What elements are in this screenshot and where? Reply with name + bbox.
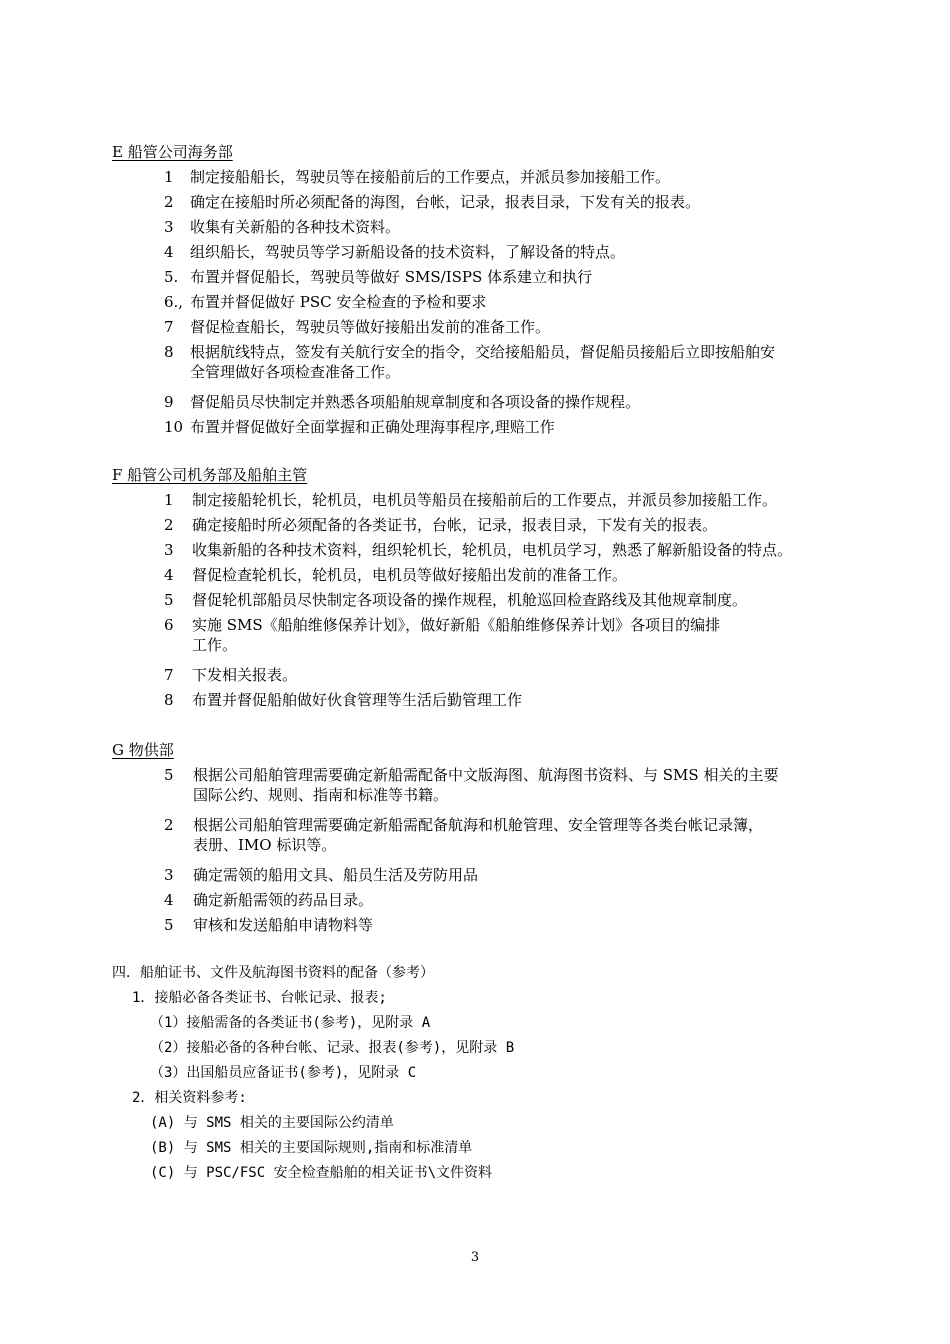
part4-sub2-item-c: (C) 与 PSC/FSC 安全检查船舶的相关证书\文件资料 <box>150 1165 493 1181</box>
item-number: 7 <box>164 318 174 336</box>
item-text-line: 布置并督促做好 PSC 安全检查的予检和要求 <box>190 293 487 311</box>
page-number: 3 <box>470 1250 480 1265</box>
item-number: 2 <box>164 516 174 534</box>
item-text-line: 表册、IMO 标识等。 <box>193 836 337 854</box>
item-text-line: 确定新船需领的药品目录。 <box>193 891 374 909</box>
item-text-line: 督促船员尽快制定并熟悉各项船舶规章制度和各项设备的操作规程。 <box>190 393 641 411</box>
item-text-line: 确定在接船时所必须配备的海图，台帐，记录，报表目录，下发有关的报表。 <box>190 193 701 211</box>
item-text <box>190 267 850 287</box>
item-text <box>193 765 843 805</box>
item-text <box>190 342 850 382</box>
item-text <box>192 590 852 610</box>
item-number: 5 <box>164 916 174 934</box>
item-number: 10 <box>164 418 184 436</box>
section-e-item <box>164 267 850 287</box>
item-number: 4 <box>164 243 174 261</box>
item-text <box>192 515 852 535</box>
section-e-item <box>164 192 850 212</box>
section-f-item <box>164 515 852 535</box>
section-g-item <box>164 890 843 910</box>
item-text-line: 制定接船轮机长，轮机员，电机员等船员在接船前后的工作要点，并派员参加接船工作。 <box>192 491 778 509</box>
item-number: 8 <box>164 691 174 709</box>
item-number: 4 <box>164 566 174 584</box>
item-text <box>190 242 850 262</box>
item-number: 5. <box>164 268 179 286</box>
section-g-item <box>164 815 843 855</box>
item-text <box>193 815 843 855</box>
item-text-line: 确定需领的船用文具、船员生活及劳防用品 <box>193 866 479 884</box>
section-f-item <box>164 590 852 610</box>
item-text <box>190 317 850 337</box>
section-g-item <box>164 865 843 885</box>
section-e-item <box>164 342 850 382</box>
item-text-line: 督促检查轮机长，轮机员，电机员等做好接船出发前的准备工作。 <box>192 566 628 584</box>
item-text-line: 督促检查船长，驾驶员等做好接船出发前的准备工作。 <box>190 318 551 336</box>
part4-sub1-item-1: （1）接船需备的各类证书(参考)，见附录 A <box>150 1015 431 1031</box>
item-text <box>193 865 843 885</box>
item-text-line: 根据公司船舶管理需要确定新船需配备中文版海图、航海图书资料、与 SMS 相关的主要 <box>193 766 779 784</box>
item-number: 1 <box>164 491 174 509</box>
item-text-line: 根据航线特点，签发有关航行安全的指令，交给接船船员，督促船员接船后立即按船舶安 <box>190 343 776 361</box>
item-text <box>190 292 850 312</box>
item-text <box>192 665 852 685</box>
item-number: 8 <box>164 343 174 361</box>
section-e-item <box>164 242 850 262</box>
item-text-line: 制定接船船长，驾驶员等在接船前后的工作要点，并派员参加接船工作。 <box>190 168 671 186</box>
item-text <box>192 615 852 655</box>
item-number: 2 <box>164 193 174 211</box>
item-text-line: 国际公约、规则、指南和标准等书籍。 <box>193 786 449 804</box>
item-text-line: 全管理做好各项检查准备工作。 <box>190 363 401 381</box>
part4-sub1-title: 1．接船必备各类证书、台帐记录、报表; <box>132 990 387 1006</box>
section-g-item <box>164 915 843 935</box>
part4-title: 四．船舶证书、文件及航海图书资料的配备（参考） <box>112 965 434 981</box>
item-number: 3 <box>164 866 174 884</box>
item-text <box>192 490 852 510</box>
item-text <box>190 167 850 187</box>
part4-sub2-item-b: (B) 与 SMS 相关的主要国际规则,指南和标准清单 <box>150 1140 473 1156</box>
item-text <box>190 217 850 237</box>
item-number: 1 <box>164 168 174 186</box>
item-text-line: 下发相关报表。 <box>192 666 298 684</box>
item-text-line: 布置并督促船长，驾驶员等做好 SMS/ISPS 体系建立和执行 <box>190 268 593 286</box>
item-text-line: 实施 SMS《船舶维修保养计划》，做好新船《船舶维修保养计划》各项目的编排 <box>192 616 721 634</box>
section-f-heading: F 船管公司机务部及船舶主管 <box>112 466 308 484</box>
item-text-line: 工作。 <box>192 636 238 654</box>
section-e-item <box>164 217 850 237</box>
item-text <box>193 915 843 935</box>
part4-sub2-title: 2．相关资料参考: <box>132 1090 247 1106</box>
section-f-item <box>164 490 852 510</box>
item-text-line: 收集有关新船的各种技术资料。 <box>190 218 401 236</box>
section-f-item <box>164 665 852 685</box>
item-text <box>193 890 843 910</box>
section-e-heading: E 船管公司海务部 <box>112 143 233 161</box>
item-number: 3 <box>164 541 174 559</box>
section-f-item <box>164 565 852 585</box>
item-text-line: 布置并督促做好全面掌握和正确处理海事程序,理赔工作 <box>190 418 555 436</box>
item-text <box>190 392 850 412</box>
item-text-line: 组织船长，驾驶员等学习新船设备的技术资料，了解设备的特点。 <box>190 243 626 261</box>
part4-sub1-item-3: （3）出国船员应备证书(参考)，见附录 C <box>150 1065 417 1081</box>
section-e-item <box>164 392 850 412</box>
item-number: 6., <box>164 293 184 311</box>
item-number: 5 <box>164 766 174 784</box>
part4-sub1-item-2: （2）接船必备的各种台帐、记录、报表(参考)，见附录 B <box>150 1040 515 1056</box>
section-e-item <box>164 317 850 337</box>
item-text <box>192 565 852 585</box>
section-f-item <box>164 690 852 710</box>
section-e-item <box>164 417 850 437</box>
item-number: 4 <box>164 891 174 909</box>
item-number: 6 <box>164 616 174 634</box>
item-number: 5 <box>164 591 174 609</box>
section-e-item <box>164 167 850 187</box>
item-text-line: 审核和发送船舶申请物料等 <box>193 916 374 934</box>
section-e-item <box>164 292 850 312</box>
section-g-heading: G 物供部 <box>112 741 174 759</box>
item-number: 3 <box>164 218 174 236</box>
item-text-line: 收集新船的各种技术资料，组织轮机长，轮机员，电机员学习，熟悉了解新船设备的特点。 <box>192 541 793 559</box>
section-f-item <box>164 615 852 655</box>
item-text-line: 布置并督促船舶做好伙食管理等生活后勤管理工作 <box>192 691 523 709</box>
item-text <box>190 417 850 437</box>
item-text-line: 确定接船时所必须配备的各类证书，台帐，记录，报表目录，下发有关的报表。 <box>192 516 718 534</box>
item-number: 2 <box>164 816 174 834</box>
item-number: 7 <box>164 666 174 684</box>
item-text-line: 根据公司船舶管理需要确定新船需配备航海和机舱管理、安全管理等各类台帐记录簿， <box>193 816 764 834</box>
item-text <box>190 192 850 212</box>
section-f-item <box>164 540 852 560</box>
item-number: 9 <box>164 393 174 411</box>
item-text <box>192 540 852 560</box>
item-text <box>192 690 852 710</box>
section-g-item <box>164 765 843 805</box>
part4-sub2-item-a: (A) 与 SMS 相关的主要国际公约清单 <box>150 1115 394 1131</box>
item-text-line: 督促轮机部船员尽快制定各项设备的操作规程，机舱巡回检查路线及其他规章制度。 <box>192 591 748 609</box>
